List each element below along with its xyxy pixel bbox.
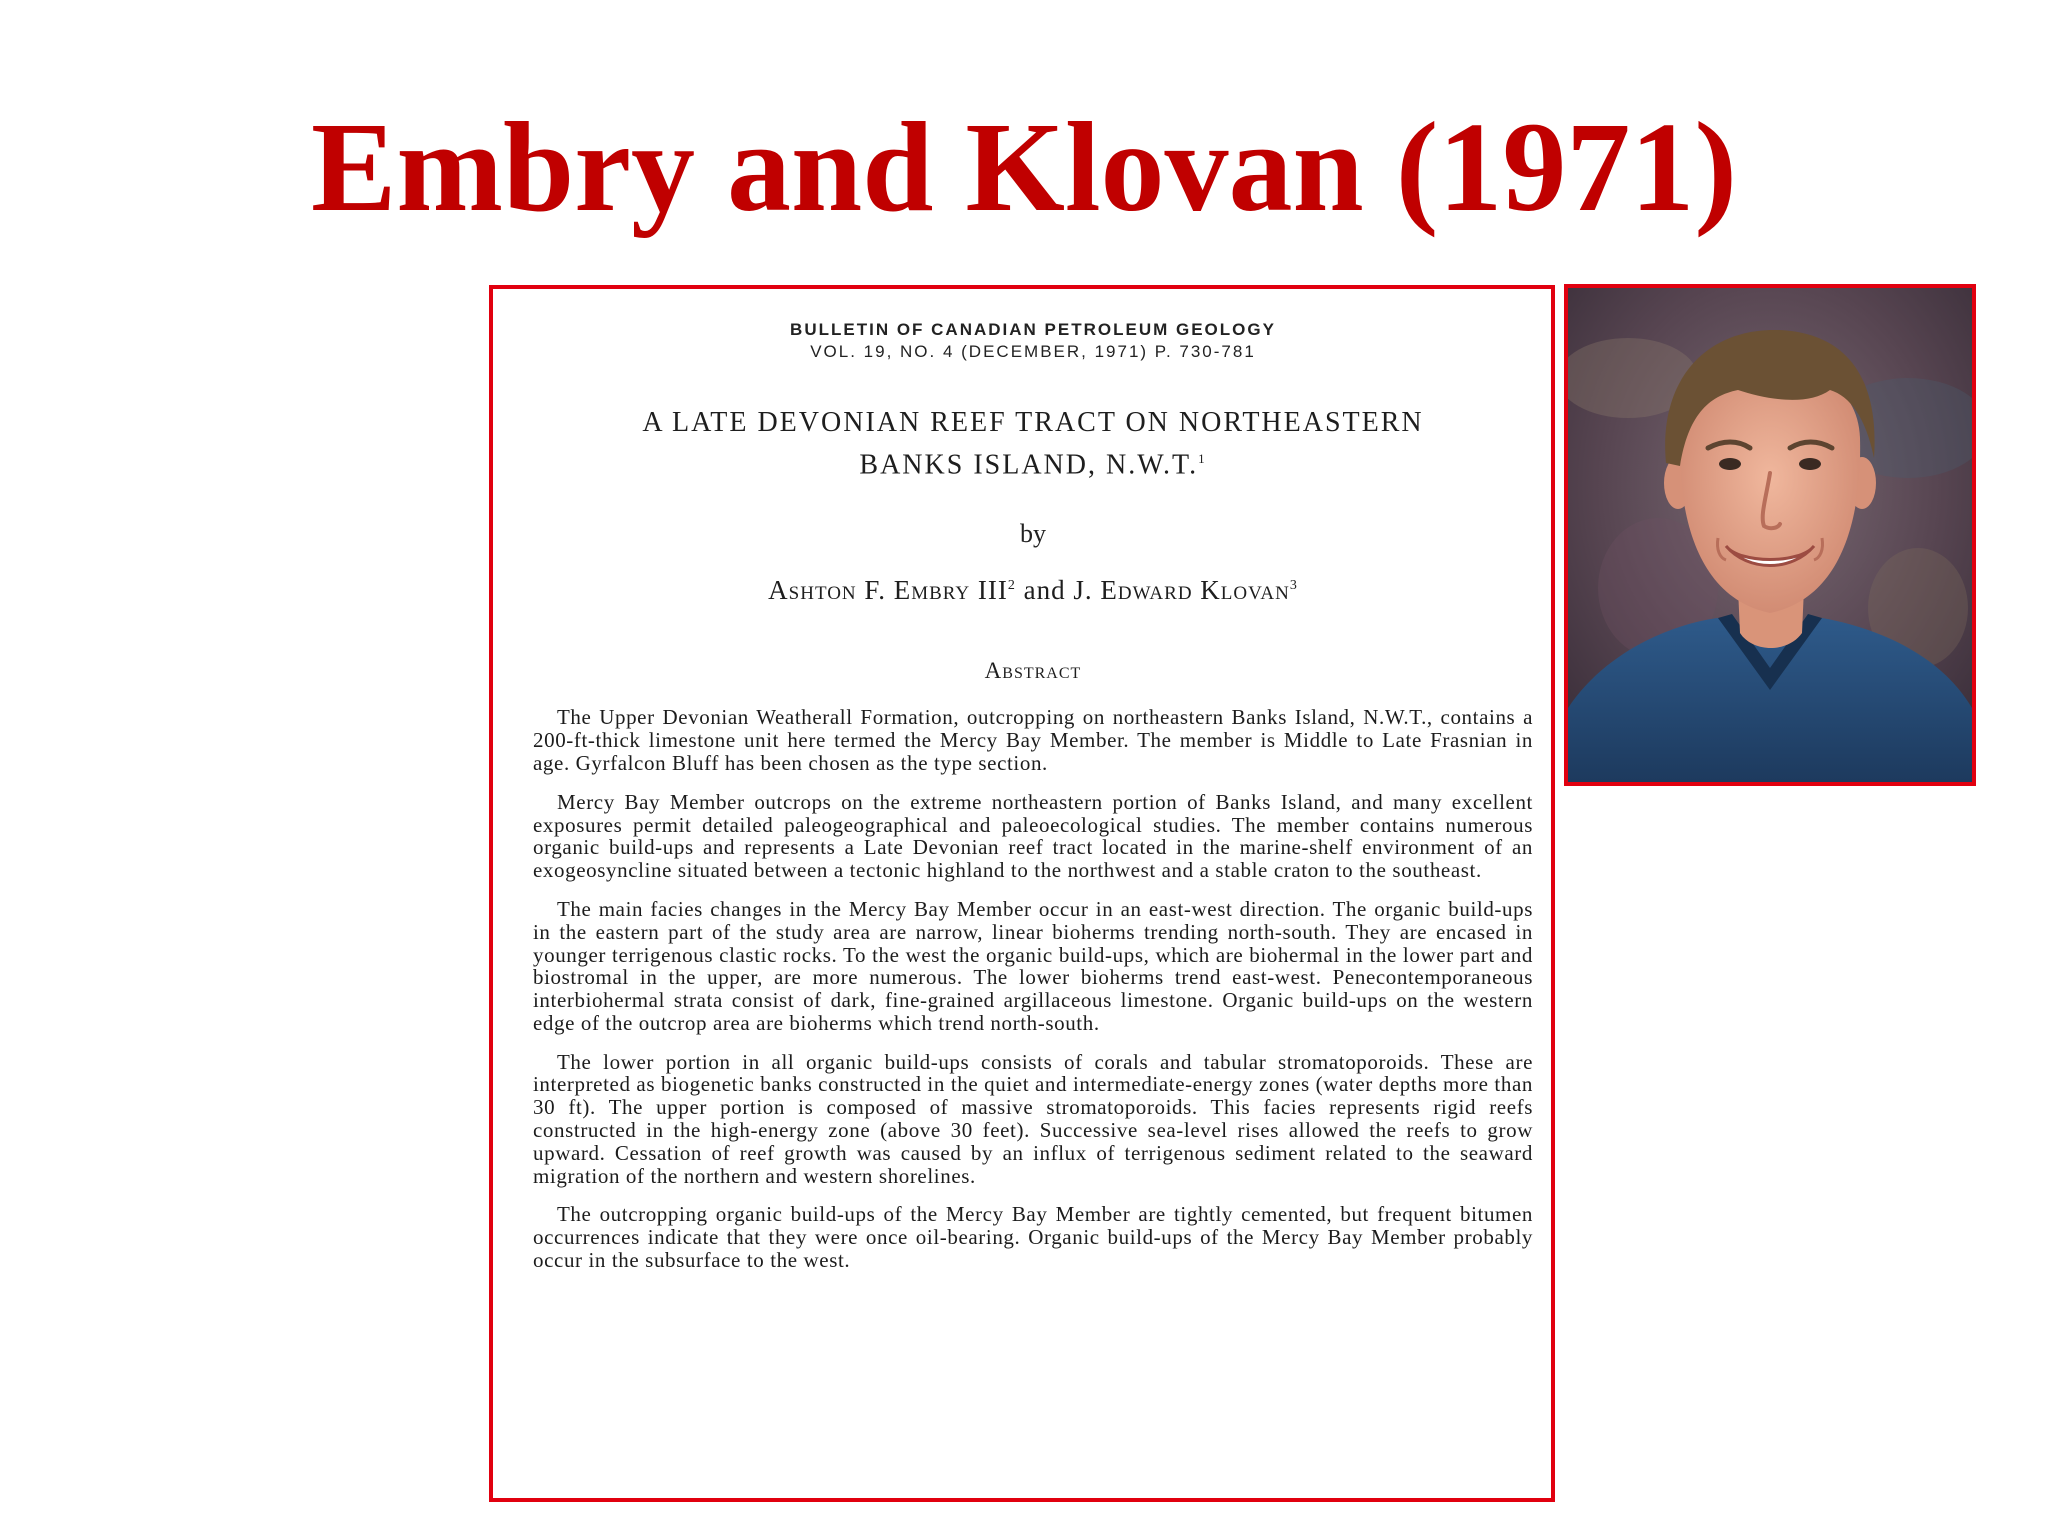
author-portrait-photo [1564, 284, 1976, 786]
abstract-heading: Abstract [984, 658, 1082, 684]
paper-scan-frame [489, 285, 1555, 1502]
author-klovan-footnote: 3 [1289, 578, 1298, 594]
abstract-paragraph-1: The Upper Devonian Weatherall Formation, outcropping on northeastern Banks Island, N.W.T., contains a 200-ft-thick limestone unit here termed the Mercy Bay Member. The member is Middle to Late Frasnian in age. Gyrfalcon Bluff has been chosen as the type section. [533, 705, 1533, 775]
author-embry: Ashton F. Embry III [768, 575, 1008, 606]
paper-title-line-1: A LATE DEVONIAN REEF TRACT ON NORTHEASTERN [642, 407, 1424, 438]
paper-title-line-2-text: BANKS ISLAND, N.W.T. [859, 449, 1199, 481]
author-klovan: J. Edward Klovan [1073, 575, 1290, 606]
paper-title [533, 405, 1533, 483]
author-embry-footnote: 2 [1007, 578, 1016, 594]
right-eye [1799, 458, 1821, 470]
abstract-paragraph-2: Mercy Bay Member outcrops on the extreme northeastern portion of Banks Island, and many excellent exposures permit detailed paleogeographical and paleoecological studies. The member contains numerous organic build-ups and represents a Late Devonian reef tract located in the marine-shelf environment of an exogeosyncline situated between a tectonic highland to the northwest and a stable craton to the southeast. [533, 789, 1533, 883]
abstract-body [533, 706, 1533, 1272]
byline: by [1020, 519, 1046, 549]
title-footnote-marker: 1 [1198, 451, 1207, 466]
paper-first-page [533, 319, 1533, 1288]
journal-name: BULLETIN OF CANADIAN PETROLEUM GEOLOGY [790, 320, 1276, 339]
paper-title-line-2 [533, 441, 1533, 483]
author-conjunction: and [1023, 575, 1066, 606]
journal-volume: VOL. 19, NO. 4 (DECEMBER, 1971) P. 730-781 [810, 342, 1256, 361]
portrait-photo-icon [1568, 288, 1972, 782]
authors [533, 575, 1533, 606]
abstract-paragraph-5: The outcropping organic build-ups of the Mercy Bay Member are tightly cemented, but frequent bitumen occurrences indicate that they were once oil-bearing. Organic build-ups of the Mercy Bay Member probably occur in the subsurface to the west. [533, 1202, 1533, 1273]
abstract-paragraph-4: The lower portion in all organic build-ups consists of corals and tabular stromatoporoids. These are interpreted as biogenetic banks constructed in the quiet and intermediate-energy zones (water depths more than 30 ft). The upper portion is composed of massive stromatoporoids. This facies represents rigid reefs constructed in the high-energy zone (above 30 feet). Successive sea-level rises allowed the reefs to grow upward. Cessation of reef growth was caused by an influx of terrigenous sediment related to the seaward migration of the northern and western shorelines. [533, 1049, 1533, 1188]
abstract-paragraph-3: The main facies changes in the Mercy Bay Member occur in an east-west direction. The organic build-ups in the eastern part of the study area are narrow, linear bioherms trending north-south. They are encased in younger terrigenous clastic rocks. To the west the organic build-ups, which are biohermal in the lower part and biostromal in the upper, are more numerous. The lower bioherms trend east-west. Penecontemporaneous interbiohermal strata consist of dark, fine-grained argillaceous limestone. Organic build-ups on the western edge of the outcrop area are bioherms which trend north-south. [533, 896, 1533, 1035]
slide-title: Embry and Klovan (1971) [311, 96, 1737, 238]
left-eye [1719, 458, 1741, 470]
journal-header [533, 319, 1533, 363]
